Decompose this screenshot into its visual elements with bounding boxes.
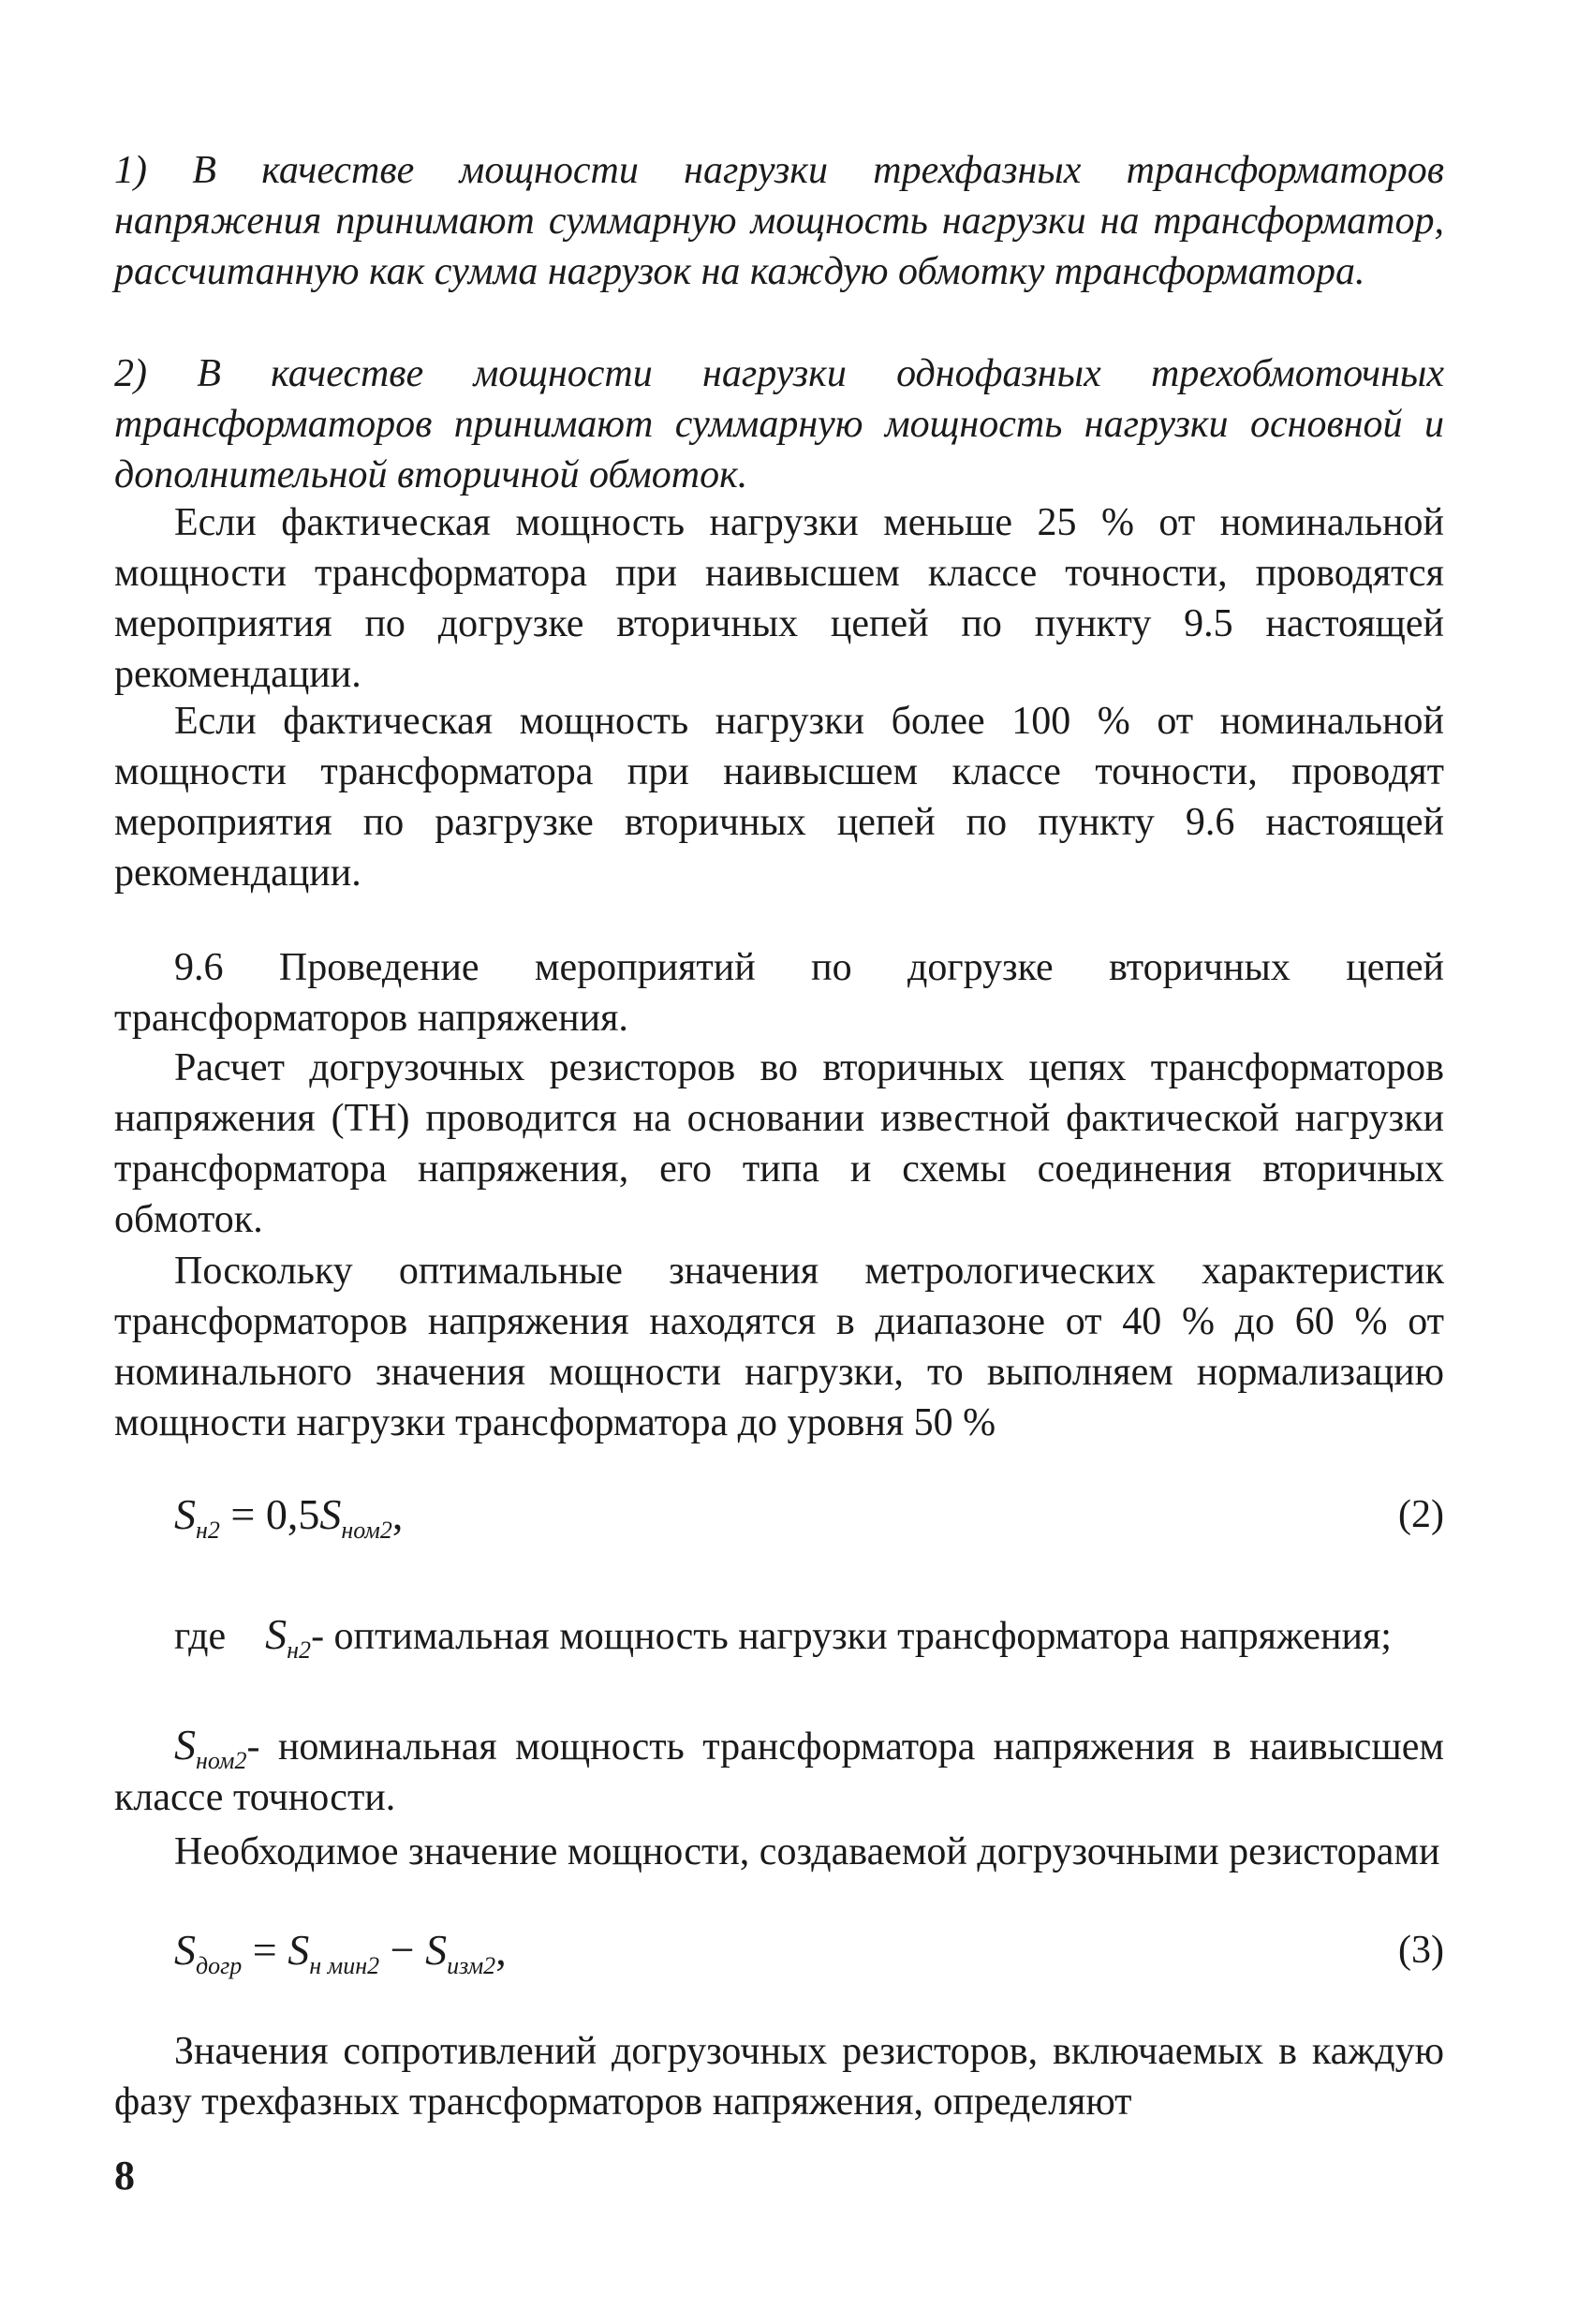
- paragraph-resistances: Значения сопротивлений догрузочных резисторов, включаемых в каждую фазу трехфазных трансформаторов напряжения, определяют: [114, 2030, 1444, 2124]
- paragraph-item-1: 1) В качестве мощности нагрузки трехфазных трансформаторов напряжения принимают суммарную мощность нагрузки на трансформатор, рассчитанную как сумма нагрузок на каждую обмотку трансформатора.: [114, 149, 1444, 293]
- definition-s-n2: [114, 1609, 1444, 1662]
- formula-2-number: (2): [1398, 1493, 1444, 1536]
- where-word: где: [174, 1615, 227, 1658]
- paragraph-item-2: 2) В качестве мощности нагрузки однофазных трехобмоточных трансформаторов принимают суммарную мощность нагрузки основной и дополнительной вторичной обмоток.: [114, 352, 1444, 496]
- formula-3-expression: $S_{догр} = S_{н мин2} - S_{изм2}$,: [174, 1926, 507, 1979]
- paragraph-resistor-calc: Расчет догрузочных резисторов во вторичных цепях трансформаторов напряжения (ТН) проводится на основании известной фактической нагрузки трансформатора напряжения, его типа и схемы соединения вторичных обмоток.: [114, 1046, 1444, 1241]
- formula-3-number: (3): [1398, 1929, 1444, 1972]
- paragraph-overload: Если фактическая мощность нагрузки более 100 % от номинальной мощности трансформатора при наивысшем классе точности, проводят мероприятия по разгрузке вторичных цепей по пункту 9.6 настоящей рекомендации.: [114, 700, 1444, 895]
- formula-2: [114, 1489, 1444, 1546]
- paragraph-underload: Если фактическая мощность нагрузки меньше 25 % от номинальной мощности трансформатора при наивысшем классе точности, проводятся мероприятия по догрузке вторичных цепей по пункту 9.5 настоящей рекомендации.: [114, 501, 1444, 696]
- formula-3: [114, 1925, 1444, 1981]
- definition-text-2: - номинальная мощность трансформатора напряжения в наивысшем классе точности.: [114, 1725, 1444, 1819]
- definition-symbol-1: $S_{н2}$: [265, 1610, 312, 1664]
- page-number: 8: [114, 2153, 135, 2198]
- definition-text-1: - оптимальная мощность нагрузки трансформатора напряжения;: [311, 1615, 1392, 1658]
- formula-2-expression: $S_{н2} = 0,5S_{ном2}$,: [174, 1490, 404, 1544]
- paragraph-required-power: Необходимое значение мощности, создаваемой догрузочными резисторами: [174, 1830, 1440, 1873]
- definition-s-nom2: [114, 1720, 1444, 1823]
- paragraph-normalization: Поскольку оптимальные значения метрологических характеристик трансформаторов напряжения находятся в диапазоне от 40 % до 60 % от номинального значения мощности нагрузки, то выполняем нормализацию мощности нагрузки трансформатора до уровня 50 %: [114, 1250, 1444, 1444]
- definition-symbol-2: $S_{ном2}$: [174, 1721, 247, 1774]
- section-heading: 9.6 Проведение мероприятий по догрузке вторичных цепей трансформаторов напряжения.: [114, 946, 1444, 1040]
